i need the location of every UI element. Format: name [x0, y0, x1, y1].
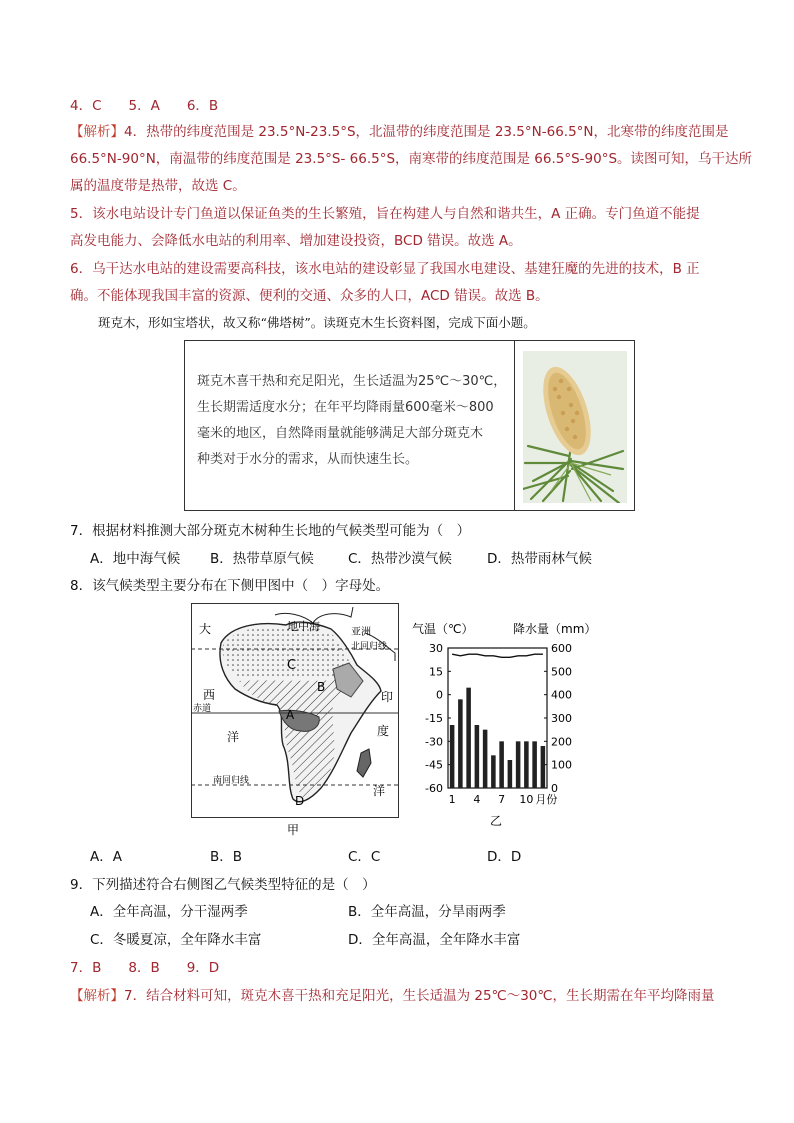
precip-bar — [450, 725, 455, 788]
q8-option-d[interactable]: D．D — [487, 849, 522, 865]
x-unit-label: 月份 — [535, 793, 558, 806]
map-label-c: C — [287, 658, 297, 673]
precip-bar — [532, 741, 537, 788]
material-line: 毫米的地区，自然降雨量就能够满足大部分斑克木 — [197, 426, 484, 441]
q7-option-a[interactable]: A．地中海气候 — [90, 551, 181, 567]
precip-bar — [508, 760, 513, 788]
q8-option-c[interactable]: C．C — [348, 849, 381, 865]
q8-option-a[interactable]: A．A — [90, 849, 122, 865]
precip-bar — [524, 741, 529, 788]
left-tick-label: 15 — [429, 665, 443, 679]
chart-right-axis — [544, 642, 572, 795]
right-tick-label: 300 — [551, 712, 572, 725]
analysis-line-5: 高发电能力、会降低水电站的利用率、增加建设投资，BCD 错误。故选 A。 — [70, 233, 522, 249]
map-label-b: B — [317, 680, 326, 694]
map-label-da: 大 — [199, 622, 212, 636]
chart-title-right: 降水量（mm） — [513, 622, 597, 636]
q9-option-d[interactable]: D．全年高温，全年降水丰富 — [348, 932, 521, 948]
map-label-du: 度 — [377, 724, 390, 738]
chart-frame — [448, 648, 547, 788]
chart-title-left: 气温（℃） — [412, 622, 474, 636]
x-tick-label: 10 — [519, 793, 534, 806]
intro-text: 斑克木，形如宝塔状，故又称“佛塔树”。读斑克木生长资料图，完成下面小题。 — [98, 315, 536, 330]
chart-x-axis — [449, 793, 558, 806]
map-label-tropic-cancer: 北回归线 — [351, 642, 388, 652]
answers-7-9: 7．B 8．B 9．D — [70, 960, 220, 976]
right-tick-label: 400 — [551, 688, 572, 702]
q7-option-b[interactable]: B．热带草原气候 — [210, 551, 314, 567]
precip-bar — [466, 688, 471, 788]
analysis-line-7: 确。不能体现我国丰富的资源、便利的交通、众多的人口，ACD 错误。故选 B。 — [70, 288, 549, 304]
analysis-tag: 【解析】 — [70, 124, 124, 140]
map-label-asia: 亚洲 — [351, 627, 371, 638]
map-label-yin: 印 — [381, 690, 394, 704]
precip-bar — [499, 741, 504, 788]
analysis-line-2: 66.5°N-90°N，南温带的纬度范围是 23.5°S- 66.5°S，南寒带的纬度范围是 66.5°S-90°S。读图可知，乌干达所 — [70, 151, 753, 167]
precip-bar — [491, 755, 496, 788]
banksia-illustration — [523, 351, 627, 503]
analysis-text: 4．热带的纬度范围是 23.5°N-23.5°S，北温带的纬度范围是 23.5°N-66.5°N，北寒带的纬度范围是 — [124, 124, 729, 140]
right-tick-label: 0 — [551, 782, 558, 795]
map-label-equator: 赤道 — [193, 704, 212, 714]
answers-4-6: 4．C 5．A 6．B — [70, 98, 219, 114]
analysis-2-text: 7．结合材料可知，斑克木喜干热和充足阳光，生长适温为 25℃～30℃，生长期需在年平均降雨量 — [124, 988, 715, 1004]
material-line: 种类对于水分的需求，从而快速生长。 — [197, 452, 419, 467]
q8-option-b[interactable]: B．B — [210, 849, 243, 865]
analysis-line-3: 属的温度带是热带，故选 C。 — [70, 178, 246, 194]
analysis-tag-2: 【解析】 — [70, 988, 124, 1004]
material-line: 生长期需适度水分；在年平均降雨量600毫米～800 — [197, 400, 494, 415]
left-tick-label: 30 — [429, 642, 443, 655]
left-tick-label: 0 — [436, 688, 443, 702]
precip-bar — [516, 741, 521, 788]
temperature-line-group — [452, 654, 543, 657]
precip-bar — [475, 725, 480, 788]
map-label-west: 西 — [203, 688, 216, 702]
left-tick-label: -15 — [425, 712, 443, 725]
left-tick-label: -30 — [425, 735, 443, 749]
left-tick-label: -60 — [425, 782, 443, 795]
x-tick-label: 4 — [473, 793, 481, 806]
material-box — [184, 340, 635, 511]
precip-bar — [458, 699, 463, 788]
right-tick-label: 600 — [551, 642, 572, 655]
map-label-mediterranean: 地中海 — [287, 620, 320, 633]
x-tick-label: 1 — [448, 793, 456, 806]
map-label-tropic-capricorn: 南回归线 — [213, 776, 250, 786]
q8-stem: 8．该气候类型主要分布在下侧甲图中（ ）字母处。 — [70, 578, 390, 594]
right-tick-label: 500 — [551, 665, 572, 679]
material-text — [197, 369, 507, 473]
chart-caption: 乙 — [490, 814, 503, 828]
map-label-d: D — [295, 794, 305, 808]
left-tick-label: -45 — [425, 758, 443, 772]
precipitation-bars — [450, 688, 545, 788]
material-divider — [514, 341, 515, 510]
right-tick-label: 100 — [551, 758, 572, 772]
map-label-ocean-west: 洋 — [227, 730, 240, 744]
q9-option-c[interactable]: C．冬暖夏凉，全年降水丰富 — [90, 932, 262, 948]
precip-bar — [541, 746, 546, 788]
precip-bar — [483, 730, 488, 788]
africa-map — [191, 603, 399, 843]
q9-stem: 9．下列描述符合右侧图乙气候类型特征的是（ ） — [70, 877, 376, 893]
q7-stem: 7．根据材料推测大部分斑克木树种生长地的气候类型可能为（ ） — [70, 523, 471, 539]
climate-chart — [410, 618, 602, 832]
analysis-2-line — [70, 986, 715, 1006]
q9-option-b[interactable]: B．全年高温，分旱雨两季 — [348, 904, 506, 920]
analysis-line-4: 5．该水电站设计专门鱼道以保证鱼类的生长繁殖，旨在构建人与自然和谐共生，A 正确。专门鱼道不能提 — [70, 206, 700, 222]
x-tick-label: 7 — [498, 793, 506, 806]
analysis-line-6: 6．乌干达水电站的建设需要高科技，该水电站的建设彰显了我国水电建设、基建狂魔的先进的技术，B 正 — [70, 261, 700, 277]
chart-left-axis — [425, 642, 451, 795]
temperature-line — [452, 654, 543, 657]
map-label-a: A — [286, 708, 295, 722]
analysis-line-1 — [70, 122, 729, 142]
q7-option-d[interactable]: D．热带雨林气候 — [487, 551, 592, 567]
map-caption: 甲 — [287, 823, 300, 837]
banksia-photo — [523, 351, 627, 503]
right-tick-label: 200 — [551, 735, 572, 749]
map-label-ocean-east: 洋 — [373, 784, 386, 798]
q7-option-c[interactable]: C．热带沙漠气候 — [348, 551, 452, 567]
q9-option-a[interactable]: A．全年高温，分干湿两季 — [90, 904, 248, 920]
material-line: 斑克木喜干热和充足阳光，生长适温为25℃～30℃， — [197, 374, 507, 389]
